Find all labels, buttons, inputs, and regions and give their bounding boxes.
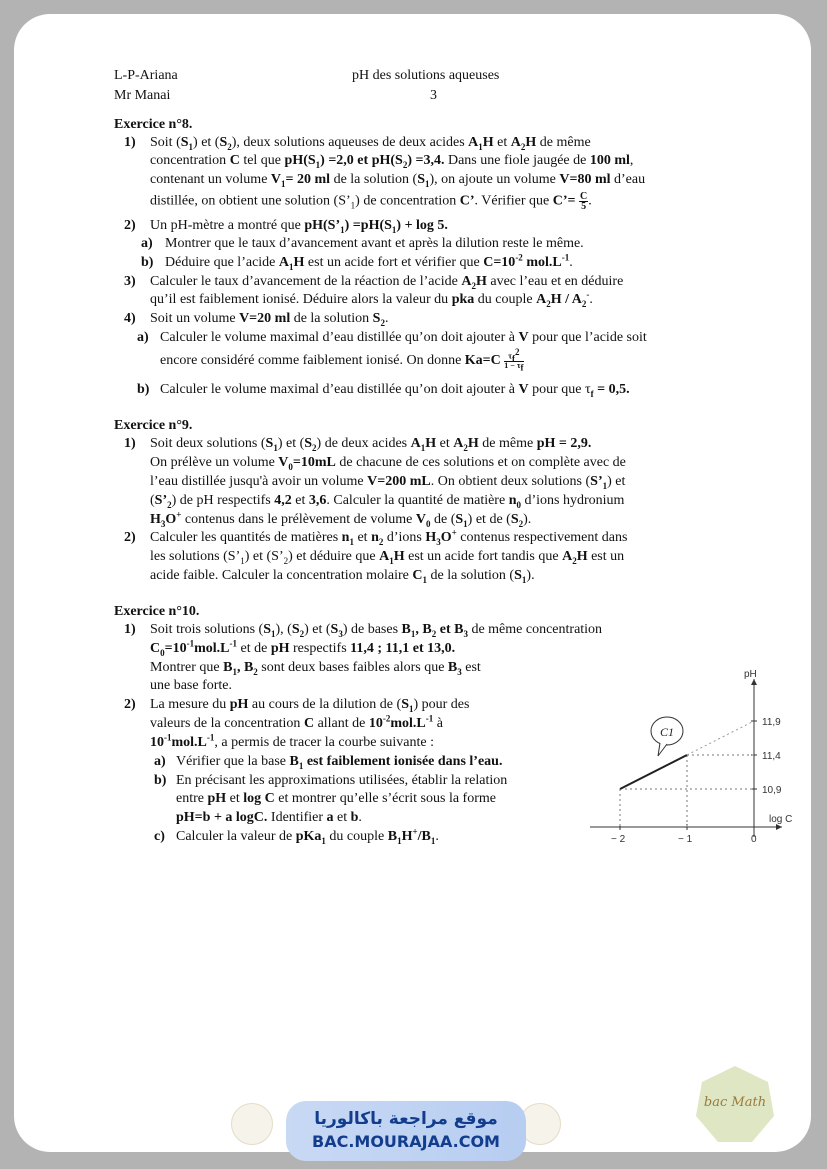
ex10-q2a-text: Vérifier que la base $B_1$ est faiblement ionisée dans l’eau. bbox=[176, 754, 503, 771]
ex9-q2-line2: les solutions $(S’_1)$ et $(S’_2)$ et déduire que $A_1H$ est un acide fort tandis que $A_2H$ est un bbox=[150, 549, 625, 566]
ex8-title: Exercice n°8. bbox=[114, 117, 193, 132]
ex8-q2-number: 2) bbox=[124, 218, 136, 233]
curve-label-pointer bbox=[658, 743, 667, 756]
ex10-q2-line3: $10^{-1}mol.L^{-1}$, a permis de tracer la courbe suivante : bbox=[150, 732, 435, 750]
x-tick-label: 0 bbox=[751, 834, 757, 844]
document-title: pH des solutions aqueuses bbox=[352, 68, 500, 83]
x-tick-label: − 1 bbox=[678, 834, 693, 844]
site-name-arabic: موقع مراجعة باكالوريا bbox=[314, 1109, 498, 1129]
ex8-q4a-line1: Calculer le volume maximal d’eau distillée qu’on doit ajouter à V pour que l’acide soit bbox=[160, 330, 647, 345]
series-line bbox=[620, 755, 687, 789]
ex9-q2-line3: acide faible. Calculer la concentration molaire $C_1$ de la solution $(S_1)$. bbox=[150, 568, 535, 585]
ex10-q1-line4: une base forte. bbox=[150, 678, 233, 693]
ex8-q2b-text: Déduire que l’acide $A_1H$ est un acide fort et vérifier que $C=10^{-2}$ $mol.L^{-1}$. bbox=[165, 252, 573, 272]
ex10-q2-number: 2) bbox=[124, 697, 136, 712]
ex8-q1-line3: contenant un volume $V_1= 20$ ml de la solution $(S_1)$, on ajoute un volume V=80 ml d’eau bbox=[150, 172, 646, 189]
ex10-q1-line3: Montrer que $B_1$, $B_2$ sont deux bases faibles alors que $B_3$ est bbox=[150, 660, 481, 677]
ex9-q1-line1: Soit deux solutions $(S_1)$ et $(S_2)$ de deux acides $A_1H$ et $A_2H$ de même pH = 2,9. bbox=[150, 436, 592, 453]
school-name: L-P-Ariana bbox=[114, 68, 178, 83]
ex10-q1-line2: $C_0=10^{-1}mol.L^{-1}$ et de pH respectifs 11,4 ; 11,1 et 13,0. bbox=[150, 638, 456, 658]
ph-vs-logc-chart bbox=[570, 649, 800, 844]
ex8-q2a-label: a) bbox=[141, 236, 153, 251]
ex10-q2b-line2: entre pH et log C et montrer qu’elle s’écrit sous la forme bbox=[176, 791, 496, 806]
ex8-q3-line1: Calculer le taux d’avancement de la réaction de l’acide $A_2H$ avec l’eau et en déduire bbox=[150, 274, 624, 291]
curve-label: C1 bbox=[660, 725, 675, 739]
series-line bbox=[687, 721, 754, 755]
fraction-c-over-5: $\frac{C}{5}$ bbox=[580, 191, 588, 212]
ex8-q1-number: 1) bbox=[124, 135, 136, 150]
ex8-q4b-label: b) bbox=[137, 382, 150, 397]
ex8-q4a-label: a) bbox=[137, 330, 149, 345]
ex9-q1-line2: On prélève un volume $V_0=10mL$ de chacune de ces solutions et on complète avec de bbox=[150, 455, 626, 472]
page-number: 3 bbox=[430, 88, 437, 103]
ex10-q1-line1: Soit trois solutions $(S_1)$, $(S_2)$ et $(S_3)$ de bases $B_1$, $B_2$ et $B_3$ de même concentration bbox=[150, 622, 603, 639]
ex8-q4a-line2: encore considéré comme faiblement ionisé. On donne Ka=C $\frac{\tau_f^2}{1 - \tau_f}$ bbox=[160, 347, 524, 373]
ex10-q2-line2: valeurs de la concentration C allant de $10^{-2}mol.L^{-1}$ à bbox=[150, 713, 443, 731]
ex10-q2c-text: Calculer la valeur de pKa$_1$ du couple $B_1H^+/B_1$. bbox=[176, 826, 439, 846]
teacher-name: Mr Manai bbox=[114, 88, 171, 103]
page bbox=[14, 14, 811, 1152]
ex10-q2b-line3: pH=b + a logC. Identifier a et b. bbox=[176, 810, 362, 825]
ex8-q1-line1: Soit $(S_1)$ et $(S_2)$, deux solutions aqueuses de deux acides $A_1H$ et $A_2H$ de même bbox=[150, 135, 591, 152]
ex10-q2-line1: La mesure du pH au cours de la dilution de $(S_1)$ pour des bbox=[150, 697, 470, 714]
ex8-q2a-text: Montrer que le taux d’avancement avant et après la dilution reste le même. bbox=[165, 236, 584, 251]
ex9-q1-line4: $(S’_2)$ de pH respectifs 4,2 et 3,6. Calculer la quantité de matière $n_0$ d’ions hydronium bbox=[150, 493, 625, 510]
ex9-q1-number: 1) bbox=[124, 436, 136, 451]
ex9-q2-line1: Calculer les quantités de matières $n_1$ et $n_2$ d’ions $H_3O^+$ contenus respectivement dans bbox=[150, 527, 628, 547]
ex9-q1-line3: l’eau distillée jusqu'à avoir un volume V=200 mL. On obtient deux solutions $(S’_1)$ et bbox=[150, 474, 626, 491]
ex8-q2b-label: b) bbox=[141, 255, 154, 270]
x-tick-label: − 2 bbox=[611, 834, 626, 844]
ex10-q2c-label: c) bbox=[154, 829, 165, 844]
site-banner[interactable] bbox=[286, 1101, 526, 1161]
ex8-q3-line2: qu’il est faiblement ionisé. Déduire alors la valeur du pka du couple $A_2H / A_2^-$. bbox=[150, 289, 593, 309]
ex8-q1-line4: distillée, on obtient une solution $(S’_1)$ de concentration C’. Vérifier que C’= $\frac{C}{5}$ . bbox=[150, 191, 592, 212]
ex10-q2b-label: b) bbox=[154, 773, 167, 788]
y-tick-label: 11,9 bbox=[762, 717, 781, 728]
y-axis-label: pH bbox=[744, 669, 757, 680]
ex10-q2a-label: a) bbox=[154, 754, 166, 769]
ex10-q1-number: 1) bbox=[124, 622, 136, 637]
y-tick-label: 11,4 bbox=[762, 751, 781, 762]
ex8-q1-line2: concentration C tel que $pH(S_1) =2,0$ et $pH(S_2) =3,4$. Dans une fiole jaugée de 100 ml, bbox=[150, 153, 634, 170]
ex8-q2-text: Un pH-mètre a montré que $pH(S’_1) =pH(S_1) + \log 5$. bbox=[150, 218, 448, 235]
y-tick-label: 10,9 bbox=[762, 785, 782, 796]
ex9-q2-number: 2) bbox=[124, 530, 136, 545]
ex8-q4-text: Soit un volume V=20 ml de la solution $S_2$. bbox=[150, 311, 389, 328]
site-url[interactable]: BAC.MOURAJAA.COM bbox=[312, 1132, 500, 1151]
x-axis-label: log C bbox=[769, 814, 793, 825]
ex8-q4-number: 4) bbox=[124, 311, 136, 326]
ex8-q3-number: 3) bbox=[124, 274, 136, 289]
left-seal-logo bbox=[231, 1103, 273, 1145]
bac-math-logo-text: bac Math bbox=[703, 1095, 767, 1110]
ex10-q2b-line1: En précisant les approximations utilisées, établir la relation bbox=[176, 773, 508, 788]
ex9-title: Exercice n°9. bbox=[114, 418, 193, 433]
ex10-title: Exercice n°10. bbox=[114, 604, 200, 619]
fraction-ka: $\frac{\tau_f^2}{1 - \tau_f}$ bbox=[504, 347, 524, 373]
ex8-q4b-text: Calculer le volume maximal d’eau distillée qu’on doit ajouter à V pour que $\tau_f = 0,5$. bbox=[160, 382, 630, 399]
ex9-q1-line5: $H_3O^+$ contenus dans le prélèvement de volume $V_0$ de $(S_1)$ et de $(S_2)$. bbox=[150, 509, 532, 529]
